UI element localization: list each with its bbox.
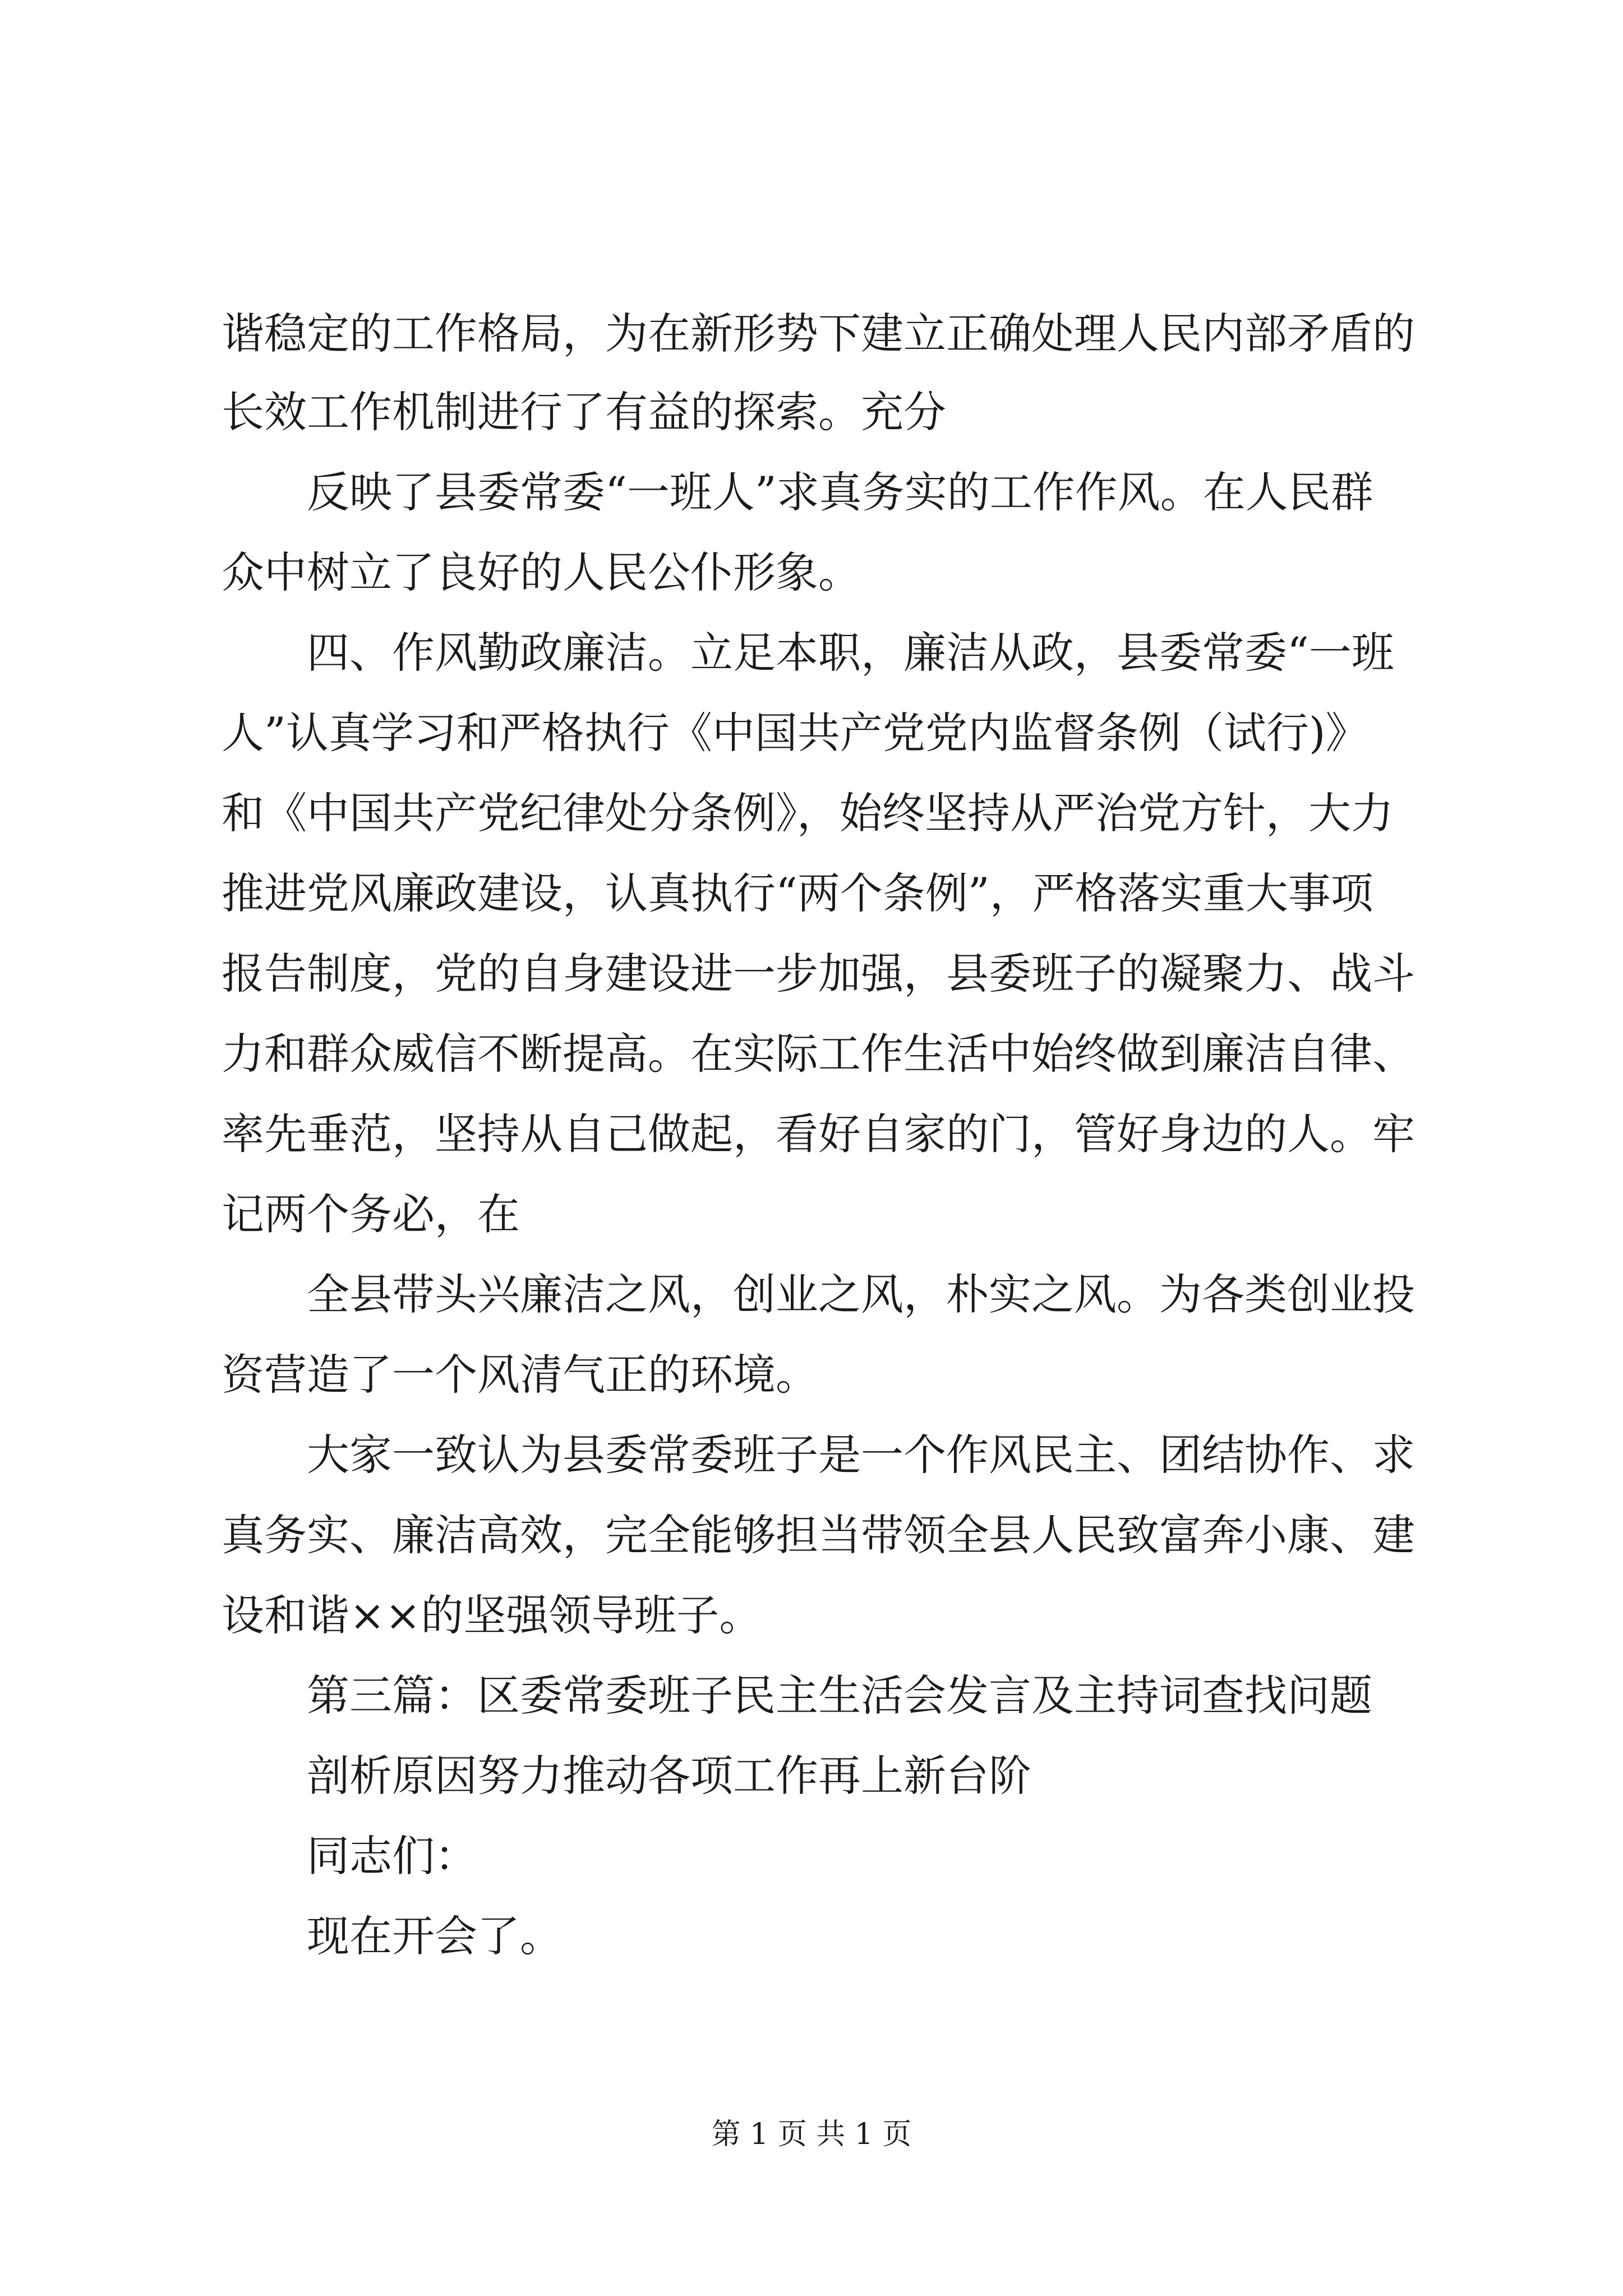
section-heading: 第三篇：区委常委班子民主生活会发言及主持词查找问题 [307,1671,1372,1720]
text-line: 众中树立了良好的人民公仆形象。 [222,547,861,597]
text-line: 全县带头兴廉洁之风，创业之风，朴实之风。为各类创业投 [307,1269,1415,1319]
text-line: 推进党风廉政建设，认真执行“两个条例”，严格落实重大事项 [222,868,1373,918]
text-line: 资营造了一个风清气正的环境。 [222,1350,818,1400]
text-line: 反映了县委常委“一班人”求真务实的工作作风。在人民群 [307,467,1373,517]
text-line: 人”认真学习和严格执行《中国共产党党内监督条例（试行)》 [222,708,1368,758]
text-line: 大家一致认为县委常委班子是一个作风民主、团结协作、求 [307,1430,1415,1480]
text-line: 设和谐××的坚强领导班子。 [222,1590,762,1640]
text-line: 谐稳定的工作格局，为在新形势下建立正确处理人民内部矛盾的 [222,309,1415,358]
page-footer: 第 1 页 共 1 页 [711,2118,912,2151]
text-line: 报告制度，党的自身建设进一步加强，县委班子的凝聚力、战斗 [222,949,1415,999]
text-line: 真务实、廉洁高效，完全能够担当带领全县人民致富奔小康、建 [222,1510,1415,1560]
text-line: 长效工作机制进行了有益的探索。充分 [222,387,946,437]
text-line: 记两个务必，在 [222,1189,520,1239]
text-line: 现在开会了。 [307,1911,562,1961]
text-line: 率先垂范，坚持从自己做起，看好自家的门，管好身边的人。牢 [222,1109,1415,1159]
salutation: 同志们： [307,1831,477,1881]
section-heading: 剖析原因努力推动各项工作再上新台阶 [307,1751,1031,1801]
text-line: 和《中国共产党纪律处分条例》，始终坚持从严治党方针，大力 [222,788,1394,838]
text-line: 四、作风勤政廉洁。立足本职，廉洁从政，县委常委“一班 [307,628,1394,678]
text-line: 力和群众威信不断提高。在实际工作生活中始终做到廉洁自律、 [222,1029,1415,1079]
